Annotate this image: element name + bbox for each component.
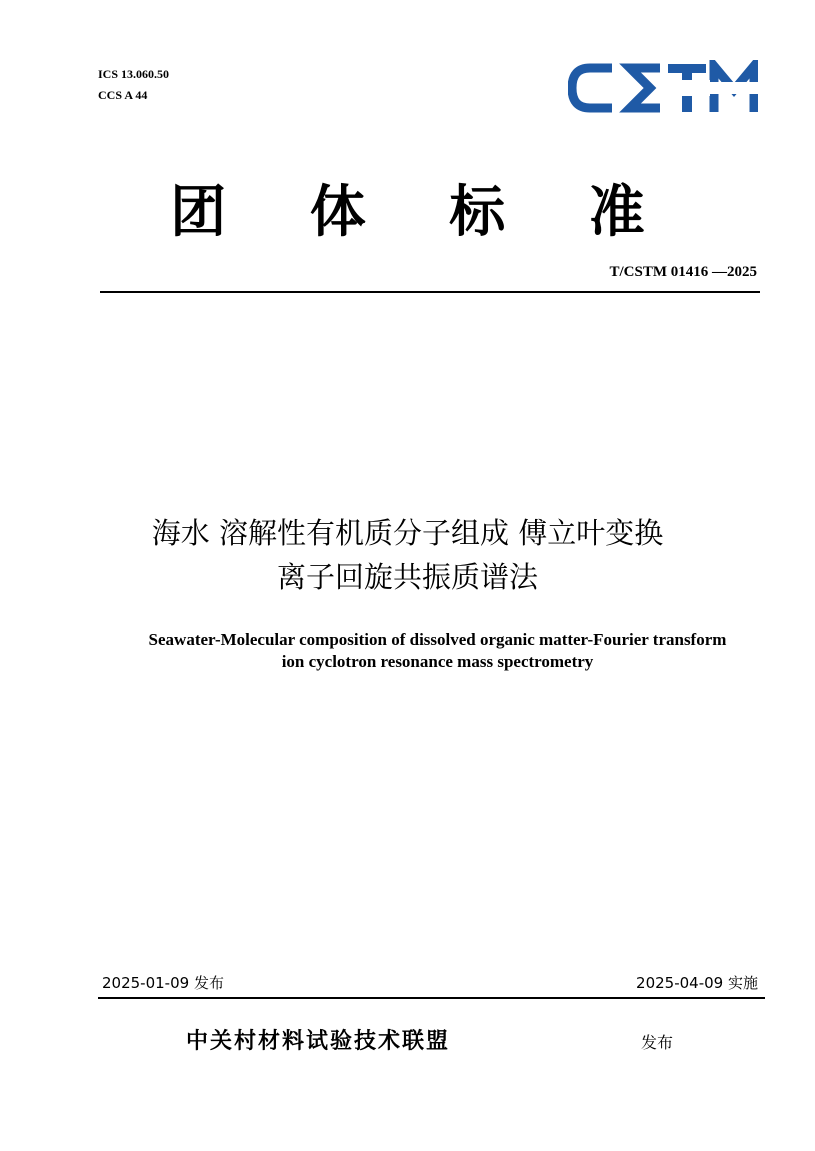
english-title-line-1: Seawater-Molecular composition of dissolved organic matter-Fourier transform	[148, 630, 727, 649]
chinese-title-line-1: 海水 溶解性有机质分子组成 傅立叶变换	[151, 516, 664, 550]
publish-date: 2025-01-09 发布	[102, 974, 224, 992]
bottom-divider	[98, 997, 765, 999]
effective-date: 2025-04-09 实施	[636, 974, 758, 992]
category-title: 团 体 标 准	[170, 180, 677, 245]
top-divider	[100, 291, 760, 293]
logo-letter-s	[630, 68, 660, 108]
issuing-organization: 中关村材料试验技术联盟	[186, 1029, 451, 1054]
chinese-title-line-2: 离子回旋共振质谱法	[276, 560, 538, 594]
ics-code: ICS 13.060.50	[98, 67, 170, 81]
english-title	[60, 629, 815, 673]
logo-letter-t-bar	[668, 64, 706, 73]
ccs-code: CCS A 44	[98, 88, 148, 102]
standard-number: T/CSTM 01416 —2025	[609, 264, 757, 280]
logo-letter-c	[572, 68, 612, 108]
logo-letter-t-stem	[682, 73, 692, 80]
issue-label: 发布	[641, 1033, 674, 1052]
logo-letter-t-stem-low	[682, 96, 692, 112]
cstm-logo	[568, 60, 758, 116]
chinese-title	[60, 511, 755, 599]
english-title-line-2: ion cyclotron resonance mass spectrometry	[281, 652, 594, 671]
classification-codes	[98, 64, 169, 106]
